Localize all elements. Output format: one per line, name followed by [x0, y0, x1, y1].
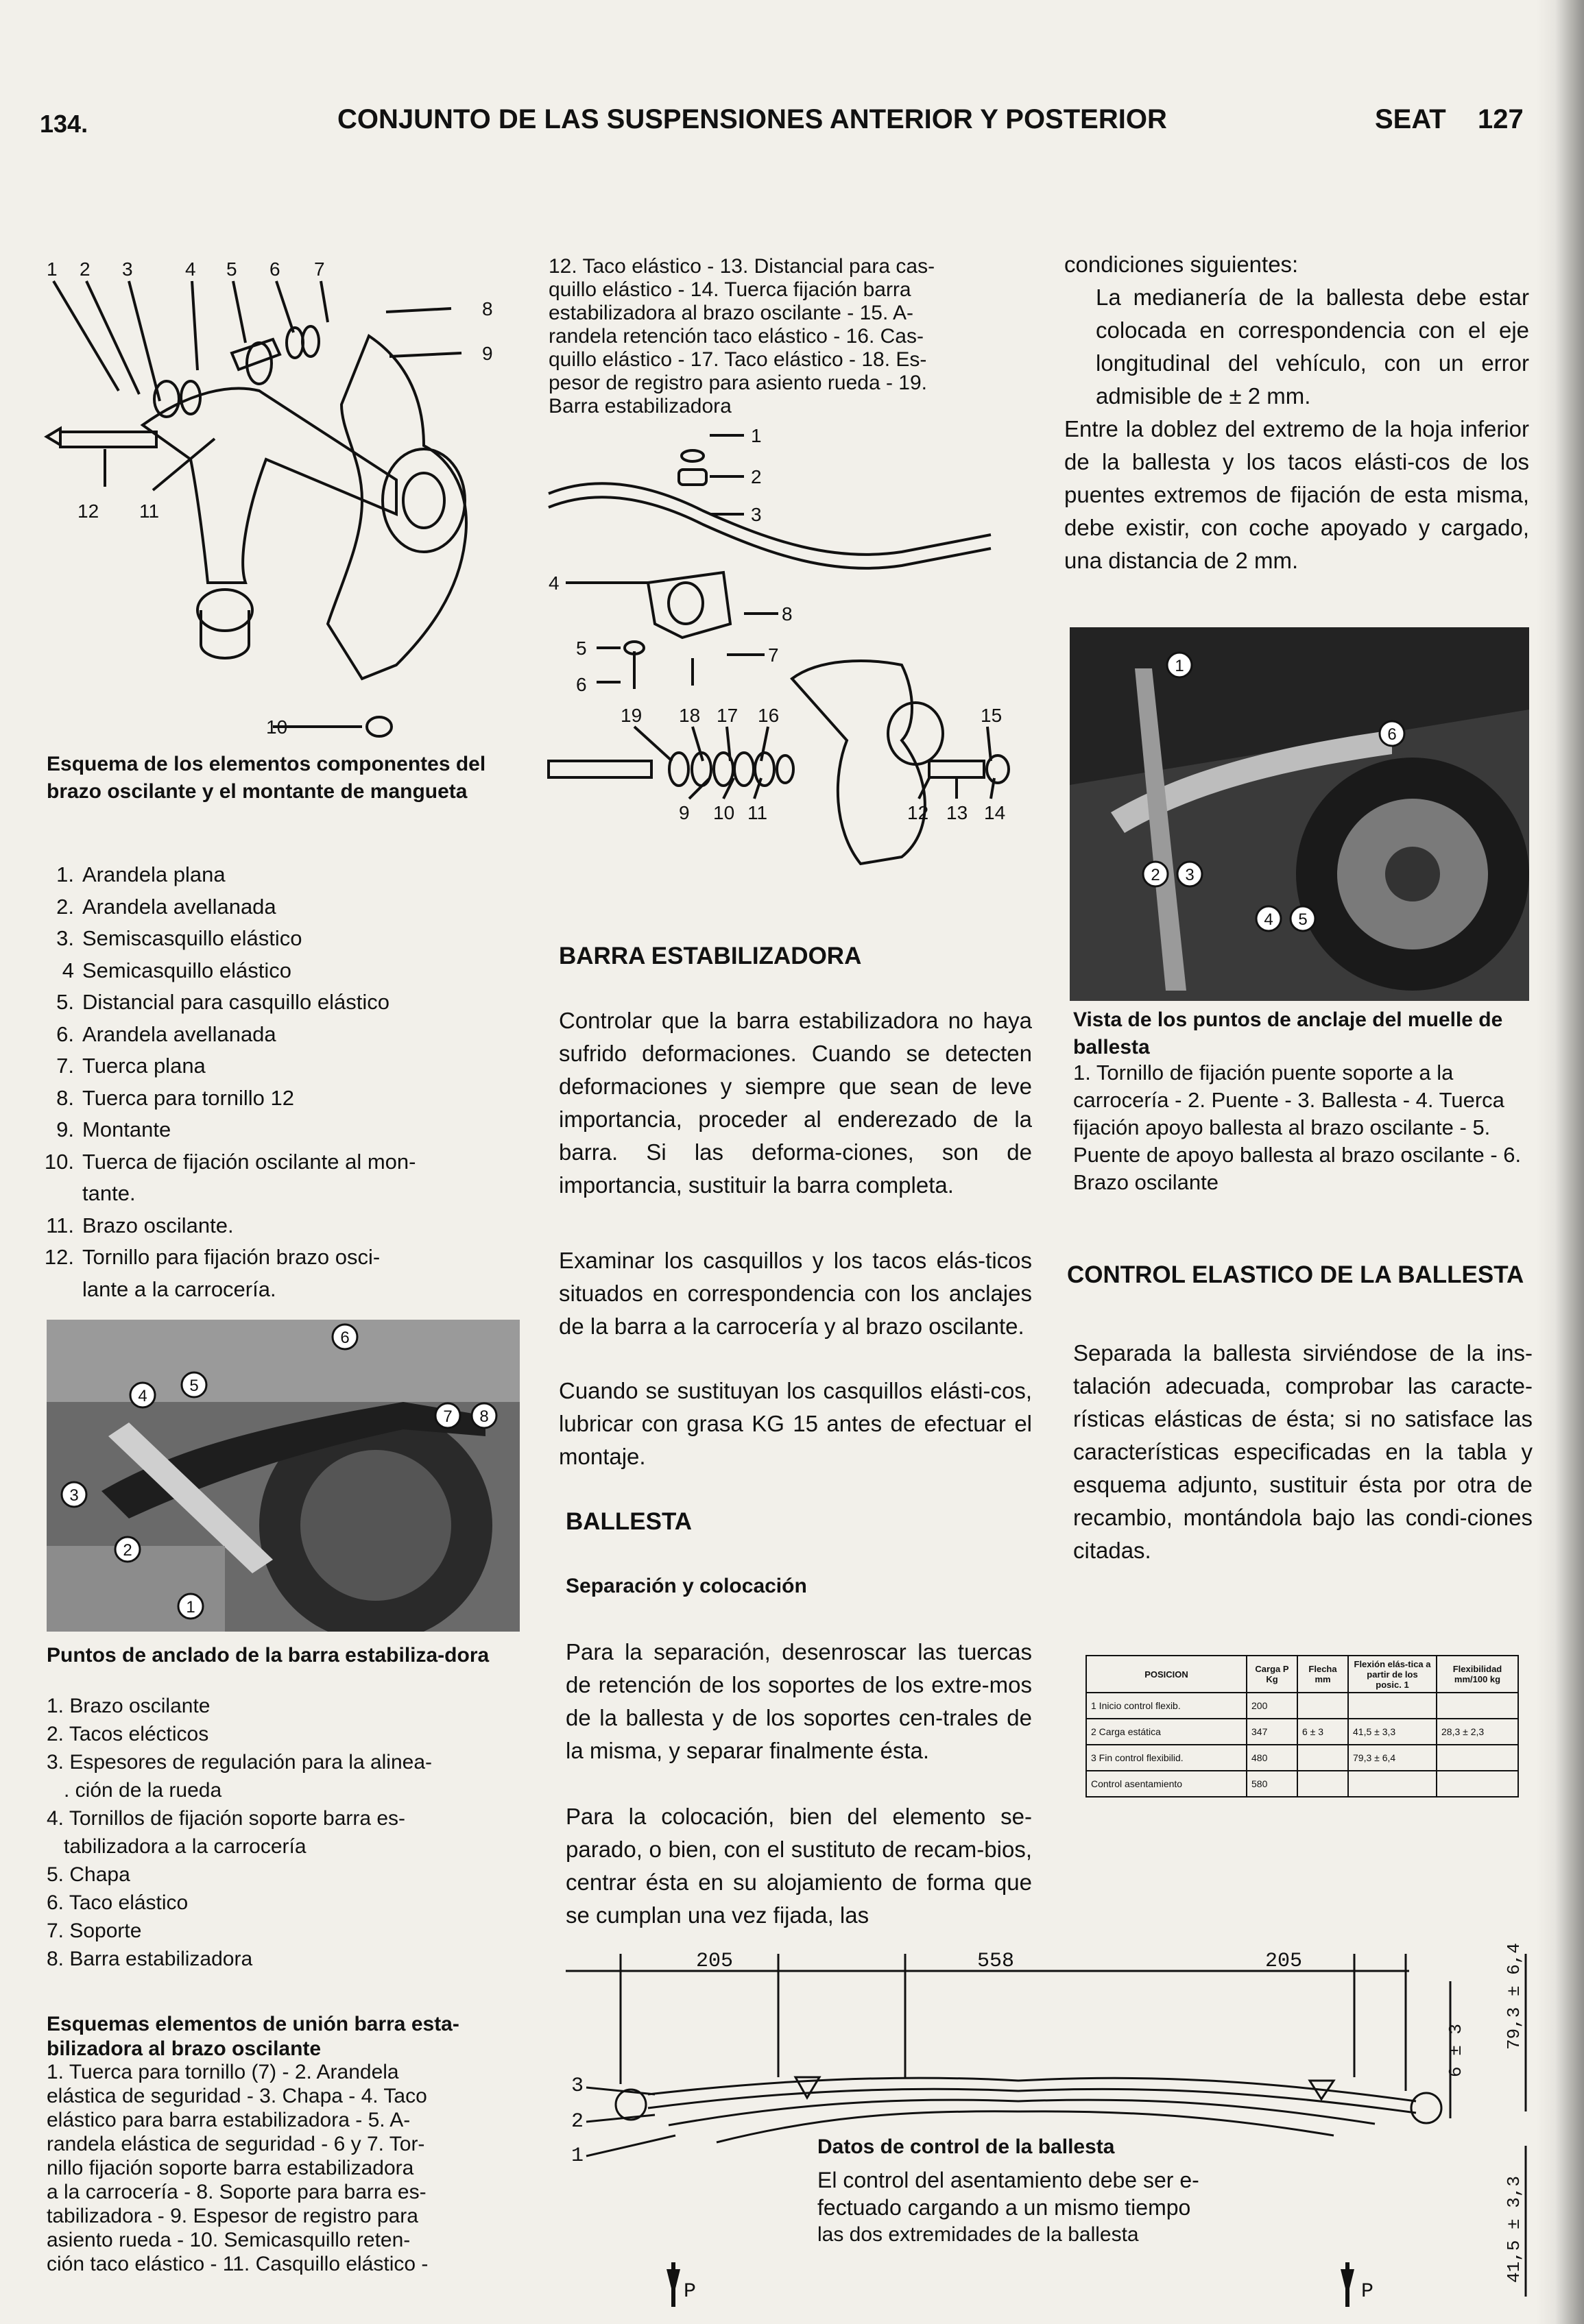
table-row: [1086, 1719, 1518, 1745]
fig2-label: 6: [576, 674, 587, 695]
table-row: [1086, 1771, 1518, 1797]
fig2-label: 19: [621, 705, 643, 726]
photo3-legend: 1. Tornillo de fijación puente soporte a la carrocería - 2. Puente - 3. Ballesta - 4. Tuerca fijación apoyo ballesta al brazo oscilante - 5. Puente de apoyo ballesta al brazo oscilante - 6. Brazo oscilante: [1073, 1061, 1522, 1194]
load-label: P: [1361, 2280, 1374, 2303]
table-cell: [1348, 1693, 1437, 1719]
table-row: [1086, 1745, 1518, 1771]
stabilizer-anchor-photo: [47, 1320, 520, 1632]
list-item: 7. Tuerca plana: [56, 1054, 206, 1078]
svg-text:4: 4: [1264, 910, 1273, 929]
text-line: El control del asentamiento debe ser e-: [817, 2168, 1199, 2192]
fig2-label: 7: [768, 644, 779, 666]
paragraph-distance: Entre la doblez del extremo de la hoja inferior de la ballesta y los tacos elásti-cos de los puentes extremos de fijación de esta misma, debe existir, con coche apoyado y cargado, una distancia de 2 mm.: [1064, 416, 1529, 573]
svg-text:4: 4: [138, 1387, 147, 1405]
table-header-cell: POSICION: [1086, 1656, 1247, 1693]
photo3-caption: Vista de los puntos de anclaje del muelle de ballesta: [1073, 1008, 1503, 1058]
table-cell: 3 Fin control flexibilid.: [1086, 1745, 1247, 1771]
text-line: tabilizadora - 9. Espesor de registro para: [47, 2205, 418, 2227]
list-item: tabilizadora a la carrocería: [47, 1835, 307, 1858]
table-cell: 6 ± 3: [1297, 1719, 1348, 1745]
section-title-ballesta: BALLESTA: [566, 1508, 693, 1535]
photo1-caption: Puntos de anclado de la barra estabiliza-dora: [47, 1644, 490, 1667]
fig1-label: 8: [482, 298, 493, 319]
list-item: 2. Tacos eléсticos: [47, 1723, 209, 1745]
table-cell: 41,5 ± 3,3: [1348, 1719, 1437, 1745]
table-header-cell: Flexibilidad mm/100 kg: [1437, 1656, 1518, 1693]
fig2-label: 8: [782, 603, 793, 625]
table-cell: 2 Carga estática: [1086, 1719, 1247, 1745]
fig1-caption: Esquema de los elementos componentes del brazo oscilante y el montante de mangueta: [47, 753, 486, 803]
table-cell: [1348, 1771, 1437, 1797]
fig3-legend-continued: [549, 255, 1029, 418]
svg-text:6: 6: [340, 1329, 350, 1347]
list-item: 1. Arandela plana: [56, 862, 226, 886]
text-line: quillo elástico - 14. Tuerca fijación barra: [549, 278, 911, 301]
fig1-label: 11: [139, 500, 160, 522]
svg-text:8: 8: [479, 1407, 489, 1426]
text-line: estabilizadora al brazo oscilante - 15. A-: [549, 302, 913, 324]
fig2-label: 12: [907, 802, 929, 823]
spring-caption: Datos de control de la ballesta: [817, 2135, 1115, 2158]
fig2-label: 18: [679, 705, 701, 726]
fig2-label: 17: [717, 705, 739, 726]
fig2-label: 16: [758, 705, 780, 726]
svg-text:5: 5: [189, 1377, 199, 1395]
fig2-label: 1: [751, 425, 762, 446]
control-paragraph: Separada la ballesta sirviéndose de la ins-talación adecuada, comprobar las caracte-rísticas elásticas de ésta; si no satisface las características especificadas en la tabla y esquema adjunto, sustituir ésta por otra de recambio, montándola bajo las condi-ciones citadas.: [1073, 1340, 1533, 1563]
table-cell: [1297, 1693, 1348, 1719]
list-item: 8. Barra estabilizadora: [47, 1948, 253, 1970]
text-line: nillo fijación soporte barra estabilizadora: [47, 2157, 414, 2179]
list-item: 10. Tuerca de fijación oscilante al mon-: [44, 1149, 416, 1174]
table-cell: 347: [1247, 1719, 1297, 1745]
fig1-legend: [41, 859, 521, 1305]
text-line: a la carrocería - 8. Soporte para barra es-: [47, 2181, 427, 2203]
fig1-label: 4: [185, 258, 196, 280]
spring-anchor-photo: [1070, 627, 1529, 1001]
fig2-label: 9: [679, 802, 690, 823]
conditions-intro: condiciones siguientes:: [1064, 252, 1299, 277]
suspension-arm-diagram: [40, 254, 513, 747]
svg-text:7: 7: [443, 1407, 453, 1426]
section-title-barra: BARRA ESTABILIZADORA: [559, 943, 862, 969]
list-item: 11. Brazo oscilante.: [46, 1213, 234, 1237]
list-item: . ción de la rueda: [47, 1779, 222, 1802]
text-line: 12. Taco elástico - 13. Distancial para cas-: [549, 255, 935, 278]
fig2-label: 4: [549, 572, 560, 594]
list-item: 1. Brazo oscilante: [47, 1695, 211, 1717]
text-line: elástica de seguridad - 3. Chapa - 4. Taco: [47, 2085, 427, 2107]
svg-text:3: 3: [69, 1486, 79, 1505]
text-line: las dos extremidades de la ballesta: [817, 2223, 1139, 2246]
fig1-label: 1: [47, 258, 58, 280]
svg-text:3: 3: [1185, 866, 1195, 884]
fig2-label: 13: [946, 802, 968, 823]
list-item: 5. Chapa: [47, 1863, 130, 1886]
page-number-right: 127: [1478, 104, 1524, 134]
list-item: 8. Tuerca para tornillo 12: [56, 1085, 295, 1110]
list-item: 6. Arandela avellanada: [56, 1021, 276, 1046]
leaf-label: 3: [571, 2074, 584, 2098]
table-header-cell: Flexión elás-tica a partir de los posic. 1: [1348, 1656, 1437, 1693]
svg-text:2: 2: [123, 1541, 132, 1560]
table-cell: [1437, 1745, 1518, 1771]
list-item: 4. Tornillos de fijación soporte barra es-: [47, 1807, 406, 1830]
text-line: ción taco elástico - 11. Casquillo elástico -: [47, 2253, 429, 2275]
table-header-cell: Flecha mm: [1297, 1656, 1348, 1693]
text-line: fectuado cargando a un mismo tiempo: [817, 2195, 1191, 2220]
dim-label: 79,3 ± 6,4: [1504, 1942, 1524, 2050]
list-item: 7. Soporte: [47, 1920, 142, 1942]
list-item: 9. Montante: [56, 1117, 171, 1141]
table-cell: 28,3 ± 2,3: [1437, 1719, 1518, 1745]
page-number-left: 134.: [40, 110, 88, 138]
fig2-label: 2: [751, 466, 762, 487]
dim-label: 558: [977, 1950, 1015, 1973]
fig1-label: 7: [314, 258, 325, 280]
stabilizer-bar-diagram: [545, 418, 1039, 901]
table-cell: 580: [1247, 1771, 1297, 1797]
separacion-paragraph-2: Para la colocación, bien del elemento se-parado, o bien, con el sustituto de recam-bios, centrar ésta en su alojamiento de forma que se cumplan una vez fijada, las: [566, 1804, 1032, 1928]
list-item: tante.: [82, 1181, 136, 1205]
fig2-label: 10: [713, 802, 735, 823]
table-cell: Control asentamiento: [1086, 1771, 1247, 1797]
dim-label: 205: [1265, 1950, 1303, 1973]
fig1-label: 9: [482, 343, 493, 364]
table-cell: 200: [1247, 1693, 1297, 1719]
table-cell: 1 Inicio control flexib.: [1086, 1693, 1247, 1719]
conditions-text: La medianería de la ballesta debe estar colocada en correspondencia con el eje longitudinal del vehículo, con un error admisible de ± 2 mm.: [1096, 285, 1529, 409]
dim-label: 41,5 ± 3,3: [1504, 2175, 1524, 2283]
text-line: randela elástica de seguridad - 6 y 7. Tor-: [47, 2133, 425, 2155]
svg-text:5: 5: [1298, 910, 1308, 929]
text-line: Barra estabilizadora: [549, 395, 732, 417]
table-header-cell: Carga P Kg: [1247, 1656, 1297, 1693]
leaf-spring-diagram: [566, 1940, 1574, 2314]
table-cell: [1437, 1771, 1518, 1797]
text-line: elástico para barra estabilizadora - 5. A-: [47, 2109, 411, 2131]
text-line: randela retención taco elástico - 16. Cas-: [549, 325, 924, 348]
fig1-label: 10: [266, 716, 288, 738]
fig1-label: 3: [122, 258, 133, 280]
text-line: asiento rueda - 10. Semicasquillo reten-: [47, 2229, 411, 2251]
brand-label: SEAT: [1375, 104, 1446, 134]
table-cell: [1297, 1745, 1348, 1771]
text-line: pesor de registro para asiento rueda - 19.: [549, 372, 927, 394]
svg-text:1: 1: [186, 1598, 195, 1617]
section-title-control: CONTROL ELASTICO DE LA BALLESTA: [1067, 1261, 1524, 1288]
fig1-label: 5: [226, 258, 237, 280]
photo1-legend: [47, 1692, 533, 1973]
table-cell: 79,3 ± 6,4: [1348, 1745, 1437, 1771]
svg-text:2: 2: [1151, 866, 1160, 884]
fig1-label: 12: [77, 500, 99, 522]
fig1-label: 2: [80, 258, 91, 280]
fig2-label: 11: [747, 802, 768, 823]
page-edge-shadow: [1536, 0, 1584, 2324]
spring-text: [817, 2166, 1297, 2249]
fig2-label: 15: [981, 705, 1003, 726]
spring-spec-table: [1085, 1655, 1519, 1798]
table-cell: 480: [1247, 1745, 1297, 1771]
fig2-label: 3: [751, 504, 762, 525]
table-cell: [1297, 1771, 1348, 1797]
table-row: [1086, 1693, 1518, 1719]
load-label: P: [684, 2280, 697, 2303]
text-line: quillo elástico - 17. Taco elástico - 18. Es-: [549, 348, 927, 371]
fig1-label: 6: [269, 258, 280, 280]
table-header-row: [1086, 1656, 1518, 1693]
barra-paragraph-2: Examinar los casquillos y los tacos elás-ticos situados en correspondencia con los anclajes de la barra a la carrocería y al brazo oscilante.: [559, 1248, 1032, 1339]
separacion-paragraph-1: Para la separación, desenroscar las tuercas de retención de los soportes de los extre-mos de la ballesta y de los soportes cen-trales de la misma, y separar finalmente ésta.: [566, 1639, 1032, 1763]
leaf-label: 1: [571, 2144, 584, 2168]
fig3-legend: [47, 2060, 540, 2276]
list-item: 5. Distancial para casquillo elástico: [56, 990, 390, 1014]
svg-text:1: 1: [1175, 657, 1184, 675]
subsection-title-separacion: Separación y colocación: [566, 1575, 807, 1597]
svg-text:6: 6: [1387, 725, 1397, 744]
fig2-label: 5: [576, 638, 587, 659]
page-title: CONJUNTO DE LAS SUSPENSIONES ANTERIOR Y POSTERIOR: [337, 104, 1167, 134]
list-item: lante a la carrocería.: [82, 1276, 276, 1301]
list-item: 2. Arandela avellanada: [56, 894, 276, 919]
list-item: 6. Taco elástico: [47, 1891, 189, 1914]
list-item: 12. Tornillo para fijación brazo osci-: [44, 1245, 381, 1269]
fig2-label: 14: [984, 802, 1006, 823]
fig3-caption: Esquemas elementos de unión barra esta-bilizadora al brazo oscilante: [47, 2013, 459, 2060]
list-item: 3. Espesores de regulación para la alinea-: [47, 1751, 433, 1774]
list-item: 4 Semicasquillo elástico: [62, 958, 291, 982]
text-line: 1. Tuerca para tornillo (7) - 2. Arandela: [47, 2061, 399, 2083]
barra-paragraph-3: Cuando se sustituyan los casquillos elásti-cos, lubricar con grasa KG 15 antes de efectuar el montaje.: [559, 1378, 1032, 1469]
list-item: 3. Semiscasquillo elástico: [56, 926, 302, 950]
dim-label: 205: [696, 1950, 734, 1973]
table-cell: [1437, 1693, 1518, 1719]
barra-paragraph-1: Controlar que la barra estabilizadora no haya sufrido deformaciones. Cuando se detecten deformaciones y siempre que sean de leve importancia, proceder al enderezado de la barra. Si las deforma-ciones, son de importancia, sustituir la barra completa.: [559, 1008, 1032, 1198]
dim-label: 6 ± 3: [1445, 2023, 1466, 2077]
leaf-label: 2: [571, 2110, 584, 2133]
